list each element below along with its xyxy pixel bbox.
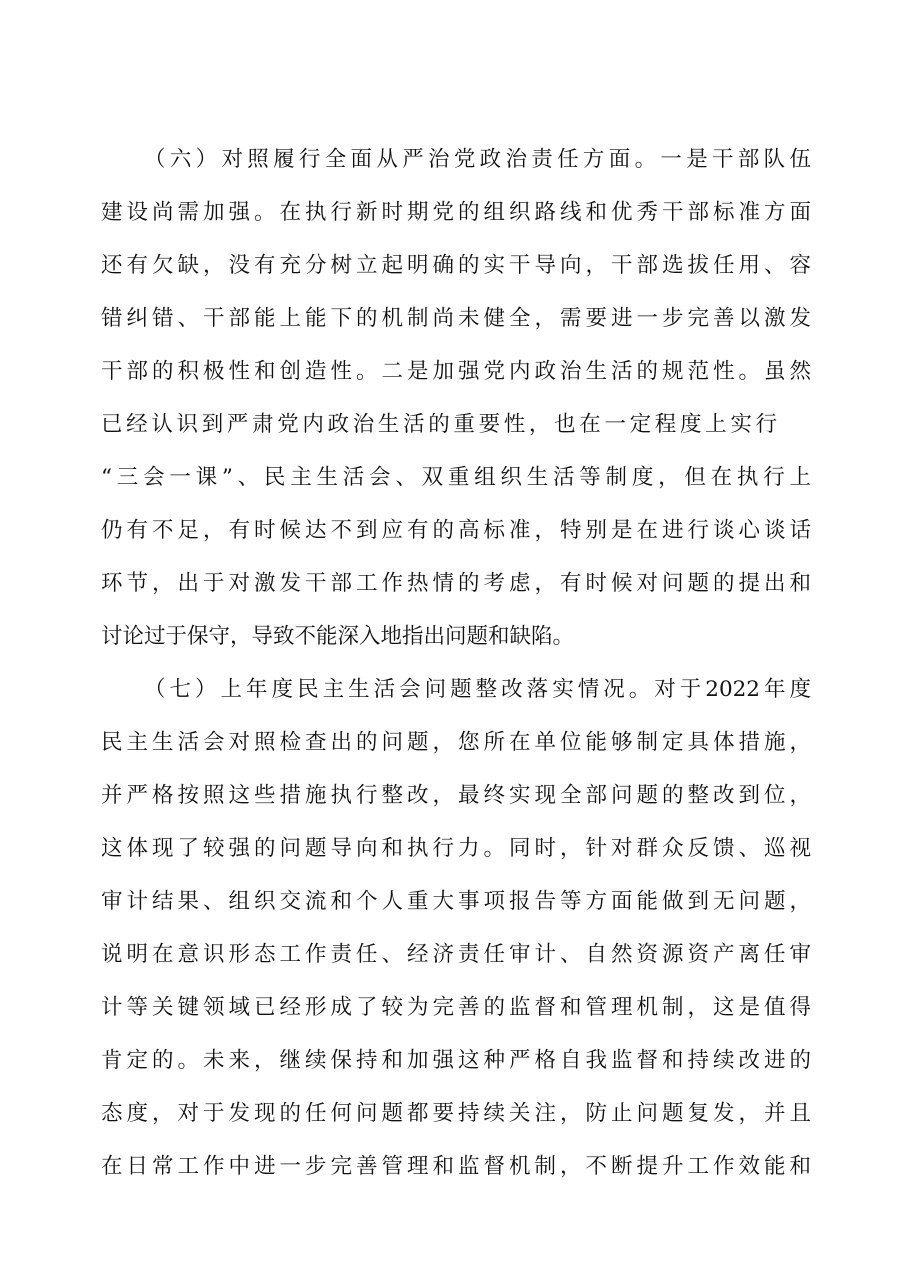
text-line: 并严格按照这些措施执行整改，最终实现全部问题的整改到位，	[101, 783, 811, 808]
text-line: 已经认识到严肃党内政治生活的重要性，也在一定程度上实行	[101, 412, 777, 437]
text-line: 态度，对于发现的任何问题都要持续关注，防止问题复发，并且	[101, 1101, 811, 1126]
text-line: 这体现了较强的问题导向和执行力。同时，针对群众反馈、巡视	[101, 836, 811, 861]
text-line: （六）对照履行全面从严治党政治责任方面。一是干部队伍	[144, 147, 811, 172]
text-line: 仍有不足，有时候达不到应有的高标准，特别是在进行谈心谈话	[101, 518, 811, 543]
text-line: 建设尚需加强。在执行新时期党的组织路线和优秀干部标准方面	[101, 200, 811, 225]
text-line: 计等关键领域已经形成了较为完善的监督和管理机制，这是值得	[101, 995, 811, 1020]
text-line: 肯定的。未来，继续保持和加强这种严格自我监督和持续改进的	[101, 1048, 811, 1073]
text-line: 干部的积极性和创造性。二是加强党内政治生活的规范性。虽然	[101, 359, 811, 384]
text-line: “三会一课”、民主生活会、双重组织生活等制度，但在执行上	[101, 465, 811, 490]
text-line: 在日常工作中进一步完善管理和监督机制，不断提升工作效能和	[101, 1154, 811, 1179]
text-line: 说明在意识形态工作责任、经济责任审计、自然资源资产离任审	[101, 942, 811, 967]
text-line: 民主生活会对照检查出的问题，您所在单位能够制定具体措施，	[101, 730, 811, 755]
paragraph-six	[101, 133, 811, 663]
text-line: 错纠错、干部能上能下的机制尚未健全，需要进一步完善以激发	[101, 306, 811, 331]
paragraph-seven	[101, 663, 811, 1193]
text-line: 讨论过于保守，导致不能深入地指出问题和缺陷。	[101, 624, 575, 649]
text-line: 环节，出于对激发干部工作热情的考虑，有时候对问题的提出和	[101, 571, 811, 596]
text-line: 还有欠缺，没有充分树立起明确的实干导向，干部选拔任用、容	[101, 253, 811, 278]
text-line: （七）上年度民主生活会问题整改落实情况。对于2022年度	[144, 677, 811, 702]
text-line: 审计结果、组织交流和个人重大事项报告等方面能做到无问题，	[101, 889, 811, 914]
